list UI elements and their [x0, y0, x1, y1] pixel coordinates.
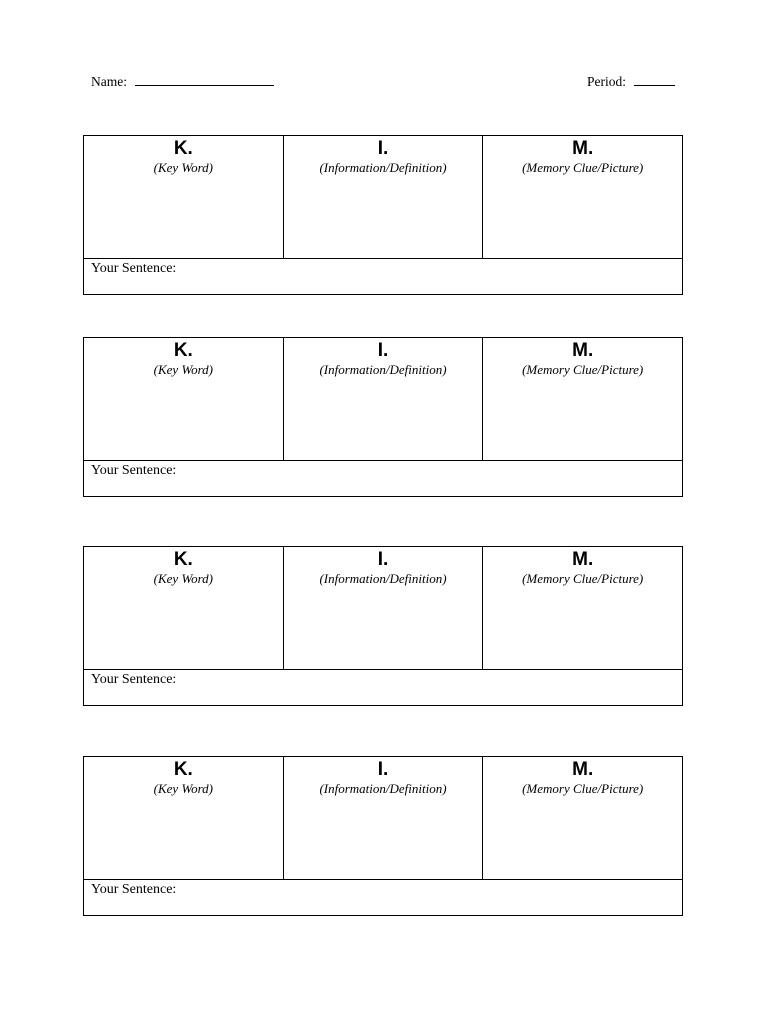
kim-table-4 [83, 756, 683, 916]
memory-clue-cell[interactable] [482, 338, 682, 460]
k-letter: K. [173, 549, 193, 570]
sentence-label: Your Sentence: [91, 463, 177, 478]
key-word-label: (Key Word) [153, 571, 213, 586]
m-letter: M. [572, 759, 594, 780]
name-label: Name: [91, 74, 127, 89]
key-word-label: (Key Word) [153, 160, 213, 175]
i-letter: I. [377, 340, 389, 361]
sentence-label: Your Sentence: [91, 261, 177, 276]
information-label: (Information/Definition) [319, 362, 447, 377]
information-cell[interactable] [283, 136, 483, 258]
memory-clue-label: (Memory Clue/Picture) [522, 571, 644, 586]
memory-clue-label: (Memory Clue/Picture) [522, 160, 644, 175]
information-label: (Information/Definition) [319, 571, 447, 586]
information-cell[interactable] [283, 757, 483, 879]
memory-clue-cell[interactable] [482, 547, 682, 669]
sentence-label: Your Sentence: [91, 672, 177, 687]
key-word-cell[interactable] [84, 547, 283, 669]
name-blank-line[interactable] [135, 74, 274, 86]
period-field [587, 74, 675, 90]
key-word-label: (Key Word) [153, 781, 213, 796]
memory-clue-cell[interactable] [482, 136, 682, 258]
kim-header-row [84, 757, 682, 880]
k-letter: K. [173, 340, 193, 361]
information-cell[interactable] [283, 547, 483, 669]
period-label: Period: [587, 74, 626, 89]
kim-table-1 [83, 135, 683, 295]
name-field [91, 74, 274, 90]
k-letter: K. [173, 138, 193, 159]
key-word-cell[interactable] [84, 136, 283, 258]
key-word-cell[interactable] [84, 338, 283, 460]
kim-header-row [84, 338, 682, 461]
m-letter: M. [572, 549, 594, 570]
sentence-label: Your Sentence: [91, 882, 177, 897]
m-letter: M. [572, 138, 594, 159]
information-label: (Information/Definition) [319, 781, 447, 796]
period-blank-line[interactable] [634, 74, 675, 86]
memory-clue-label: (Memory Clue/Picture) [522, 781, 644, 796]
m-letter: M. [572, 340, 594, 361]
kim-header-row [84, 136, 682, 259]
key-word-label: (Key Word) [153, 362, 213, 377]
key-word-cell[interactable] [84, 757, 283, 879]
information-cell[interactable] [283, 338, 483, 460]
i-letter: I. [377, 549, 389, 570]
kim-table-2 [83, 337, 683, 497]
memory-clue-label: (Memory Clue/Picture) [522, 362, 644, 377]
k-letter: K. [173, 759, 193, 780]
kim-table-3 [83, 546, 683, 706]
kim-header-row [84, 547, 682, 670]
memory-clue-cell[interactable] [482, 757, 682, 879]
i-letter: I. [377, 759, 389, 780]
i-letter: I. [377, 138, 389, 159]
information-label: (Information/Definition) [319, 160, 447, 175]
